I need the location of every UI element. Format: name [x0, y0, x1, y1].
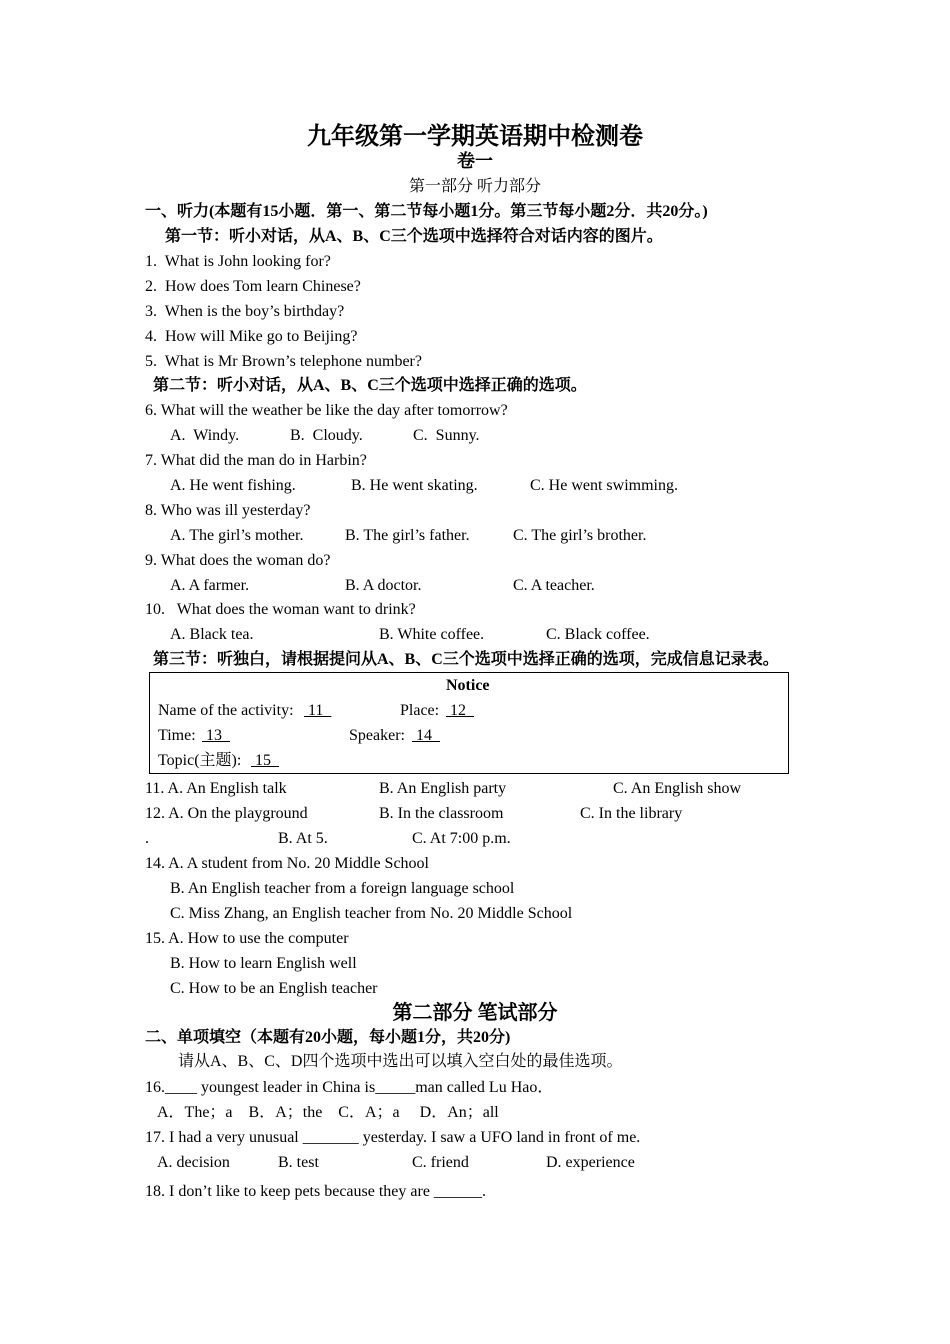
question-14-option-c: C. Miss Zhang, an English teacher from No. 20 Middle School — [170, 905, 573, 922]
question-17-option-d: D. experience — [546, 1154, 635, 1171]
part-two-title: 第二部分 笔试部分 — [392, 1002, 558, 1024]
question-17: 17. I had a very unusual _______ yesterday. I saw a UFO land in front of me. — [145, 1129, 641, 1146]
section-three-instruction: 第三节：听独白，请根据提问从A、B、C三个选项中选择正确的选项，完成信息记录表。 — [153, 651, 779, 668]
question-6-option-c: C. Sunny. — [413, 427, 480, 444]
question-8-option-c: C. The girl’s brother. — [513, 527, 647, 544]
question-18: 18. I don’t like to keep pets because they are ______. — [145, 1183, 486, 1200]
question-14-option-a: 14. A. A student from No. 20 Middle School — [145, 855, 429, 872]
question-14-option-b: B. An English teacher from a foreign language school — [170, 880, 515, 897]
question-7-option-c: C. He went swimming. — [530, 477, 678, 494]
section-two-instruction: 第二节：听小对话，从A、B、C三个选项中选择正确的选项。 — [153, 377, 587, 394]
question-9-option-c: C. A teacher. — [513, 577, 595, 594]
question-15-option-c: C. How to be an English teacher — [170, 980, 378, 997]
question-11-option-c: C. An English show — [613, 780, 742, 797]
question-7: 7. What did the man do in Harbin? — [145, 452, 367, 469]
question-12-option-c: C. In the library — [580, 805, 683, 822]
multiple-choice-instruction: 请从A、B、C、D四个选项中选出可以填入空白处的最佳选项。 — [178, 1053, 623, 1070]
notice-topic-label: Topic(主题): — [158, 752, 246, 769]
question-13-dot: . — [145, 830, 149, 847]
question-17-option-a: A. decision — [157, 1154, 230, 1171]
notice-place-blank: 12 — [446, 702, 474, 719]
question-8-option-a: A. The girl’s mother. — [170, 527, 304, 544]
question-4: 4. How will Mike go to Beijing? — [145, 328, 358, 345]
question-16: 16.____ youngest leader in China is_____man called Lu Hao． — [145, 1079, 554, 1096]
question-15-option-b: B. How to learn English well — [170, 955, 357, 972]
part-one-title: 第一部分 听力部分 — [408, 178, 541, 195]
question-13-option-c: C. At 7:00 p.m. — [412, 830, 511, 847]
question-6: 6. What will the weather be like the day after tomorrow? — [145, 402, 508, 419]
question-7-option-b: B. He went skating. — [351, 477, 478, 494]
question-8: 8. Who was ill yesterday? — [145, 502, 311, 519]
notice-time-label: Time: — [158, 727, 200, 744]
listening-heading: 一、听力(本题有15小题．第一、第二节每小题1分。第三节每小题2分．共20分。) — [145, 203, 708, 220]
question-5: 5. What is Mr Brown’s telephone number? — [145, 353, 422, 370]
question-17-option-c: C. friend — [412, 1154, 469, 1171]
notice-speaker-blank: 14 — [412, 727, 440, 744]
question-12-option-a: 12. A. On the playground — [145, 805, 308, 822]
notice-activity-label: Name of the activity: — [158, 702, 298, 719]
question-2: 2. How does Tom learn Chinese? — [145, 278, 361, 295]
notice-activity-blank: 11 — [304, 702, 332, 719]
question-6-option-b: B. Cloudy. — [290, 427, 363, 444]
question-15-option-a: 15. A. How to use the computer — [145, 930, 349, 947]
question-6-option-a: A. Windy. — [170, 427, 240, 444]
question-9-option-b: B. A doctor. — [345, 577, 422, 594]
question-7-option-a: A. He went fishing. — [170, 477, 296, 494]
question-11-option-a: 11. A. An English talk — [145, 780, 287, 797]
question-9-option-a: A. A farmer. — [170, 577, 250, 594]
question-8-option-b: B. The girl’s father. — [345, 527, 470, 544]
notice-title: Notice — [446, 677, 490, 694]
question-10-option-b: B. White coffee. — [379, 626, 485, 643]
multiple-choice-heading: 二、单项填空（本题有20小题，每小题1分，共20分) — [145, 1029, 511, 1046]
notice-place-label: Place: — [400, 702, 444, 719]
question-13-option-b: B. At 5. — [278, 830, 328, 847]
notice-speaker-label: Speaker: — [349, 727, 409, 744]
question-11-option-b: B. An English party — [379, 780, 507, 797]
notice-topic-blank: 15 — [251, 752, 279, 769]
exam-title: 九年级第一学期英语期中检测卷 — [307, 124, 643, 150]
notice-time-blank: 13 — [202, 727, 230, 744]
question-16-options: A．The；a B．A；the C．A；a D．An；all — [157, 1104, 499, 1121]
section-one-instruction: 第一节：听小对话，从A、B、C三个选项中选择符合对话内容的图片。 — [165, 228, 663, 245]
question-10: 10. What does the woman want to drink? — [145, 601, 416, 618]
question-10-option-c: C. Black coffee. — [546, 626, 650, 643]
question-1: 1. What is John looking for? — [145, 253, 331, 270]
question-17-option-b: B. test — [278, 1154, 319, 1171]
question-9: 9. What does the woman do? — [145, 552, 331, 569]
volume-label: 卷一 — [457, 151, 493, 171]
question-12-option-b: B. In the classroom — [379, 805, 504, 822]
question-3: 3. When is the boy’s birthday? — [145, 303, 345, 320]
question-10-option-a: A. Black tea. — [170, 626, 254, 643]
